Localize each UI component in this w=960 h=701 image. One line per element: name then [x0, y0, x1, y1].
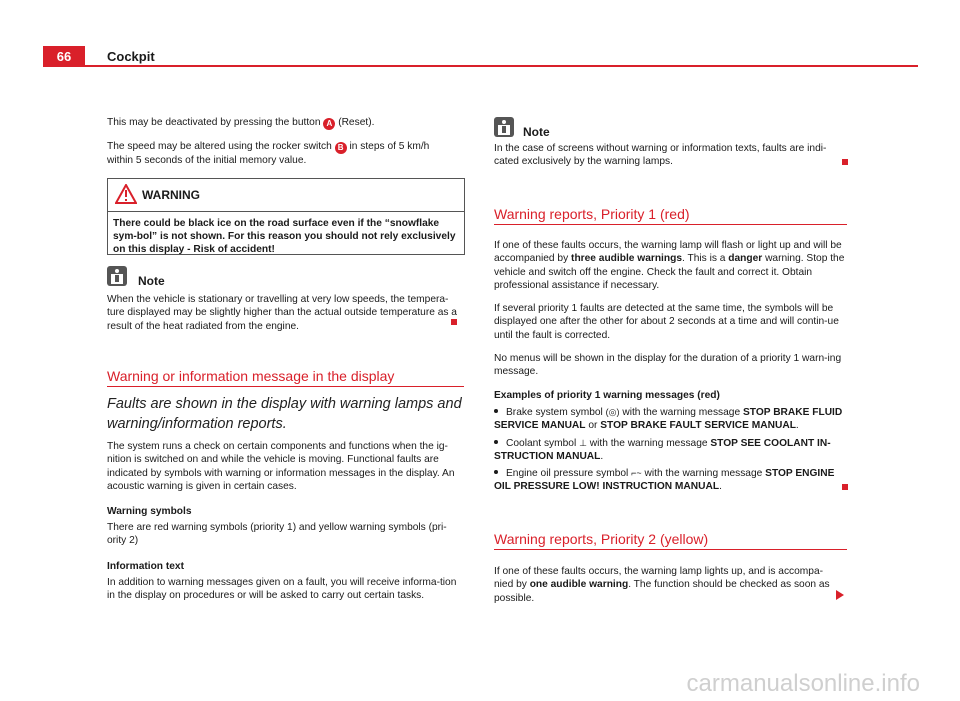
oil-pressure-symbol-icon: ⌐~: [631, 468, 642, 478]
note-icon-right: [494, 117, 514, 137]
coolant-symbol-icon: ⊥: [579, 438, 587, 448]
list-item: Brake system symbol (◎) with the warning message STOP BRAKE FLUID SERVICE MANUAL or STOP BRAKE FAULT SERVICE MANUAL.: [494, 407, 843, 432]
paragraph-reset: This may be deactivated by pressing the button A (Reset).: [107, 117, 375, 128]
page-number: 66: [43, 46, 85, 67]
button-a-marker: A: [323, 118, 335, 130]
info-icon: [107, 266, 127, 286]
warning-triangle-icon: [115, 184, 137, 204]
paragraph-several-faults: If several priority 1 faults are detected at the same time, the symbols will be displayed one after the other for about 2 seconds at a time and will contin-ue until the fault is corrected.: [494, 303, 839, 341]
watermark: carmanualsonline.info: [686, 670, 920, 697]
list-item: Coolant symbol ⊥ with the warning message STOP SEE COOLANT IN-STRUCTION MANUAL.: [494, 438, 831, 463]
end-marker: [451, 319, 457, 325]
label-warning-symbols: Warning symbols: [107, 506, 192, 517]
label-information-text: Information text: [107, 561, 184, 572]
note-text: When the vehicle is stationary or travelling at very low speeds, the tempera-ture displayed may be slightly higher than the actual outside temperature as a result of the heat radiated from the engine.: [107, 294, 457, 332]
info-icon: [494, 117, 514, 137]
warning-title: WARNING: [142, 188, 200, 202]
note-icon: [107, 266, 127, 286]
continue-arrow-icon: [836, 590, 844, 600]
note-label: Note: [138, 274, 165, 288]
header-rule: [85, 65, 918, 67]
paragraph-system-check: The system runs a check on certain components and functions when the ig-nition is switched on and while the vehicle is moving. Functional faults are indicated by symbols with warning or information messages in the display. An acoustic warning is given in certain cases.: [107, 441, 455, 492]
warning-header: [108, 179, 464, 212]
text-warning-symbols: There are red warning symbols (priority 1) and yellow warning symbols (pri-ority 2): [107, 522, 447, 547]
text-information: In addition to warning messages given on a fault, you will receive informa-tion in the display on procedures or will be asked to carry out certain tasks.: [107, 577, 457, 602]
heading-rule: [494, 549, 847, 550]
section-title: Cockpit: [107, 49, 155, 64]
heading-priority-1: Warning reports, Priority 1 (red): [494, 206, 690, 222]
end-marker: [842, 484, 848, 490]
heading-rule: [494, 224, 847, 225]
label-examples: Examples of priority 1 warning messages (red): [494, 390, 720, 401]
warning-box: [107, 178, 465, 255]
end-marker: [842, 159, 848, 165]
heading-rule: [107, 386, 464, 387]
list-item: Engine oil pressure symbol ⌐~ with the warning message STOP ENGINE OIL PRESSURE LOW! INSTRUCTION MANUAL.: [494, 468, 835, 493]
paragraph-priority-1: If one of these faults occurs, the warning lamp will flash or light up and will be accompanied by three audible warnings. This is a danger warning. Stop the vehicle and switch off the engine. Check the fault and correct it. Obtain professional assistance if necessary.: [494, 240, 845, 291]
heading-priority-2: Warning reports, Priority 2 (yellow): [494, 531, 709, 547]
heading-warning-info: Warning or information message in the display: [107, 368, 395, 384]
button-b-marker: B: [335, 142, 347, 154]
paragraph-no-menus: No menus will be shown in the display for the duration of a priority 1 warn-ing message.: [494, 353, 842, 378]
paragraph-priority-2: If one of these faults occurs, the warning lamp lights up, and is accompa-nied by one audible warning. The function should be checked as soon as possible.: [494, 566, 830, 604]
subheading: Faults are shown in the display with warning lamps and warning/information reports.: [107, 396, 462, 432]
brake-symbol-icon: (◎): [605, 407, 620, 417]
paragraph-rocker: The speed may be altered using the rocker switch B in steps of 5 km/h within 5 seconds of the initial memory value.: [107, 141, 430, 166]
note-text-right: In the case of screens without warning or information texts, faults are indi-cated exclusively by the warning lamps.: [494, 143, 827, 168]
warning-text: There could be black ice on the road surface even if the “snowflake sym-bol” is not shown. For this reason you should not rely exclusively on this display - Risk of accident!: [113, 218, 456, 255]
note-label-right: Note: [523, 125, 550, 139]
